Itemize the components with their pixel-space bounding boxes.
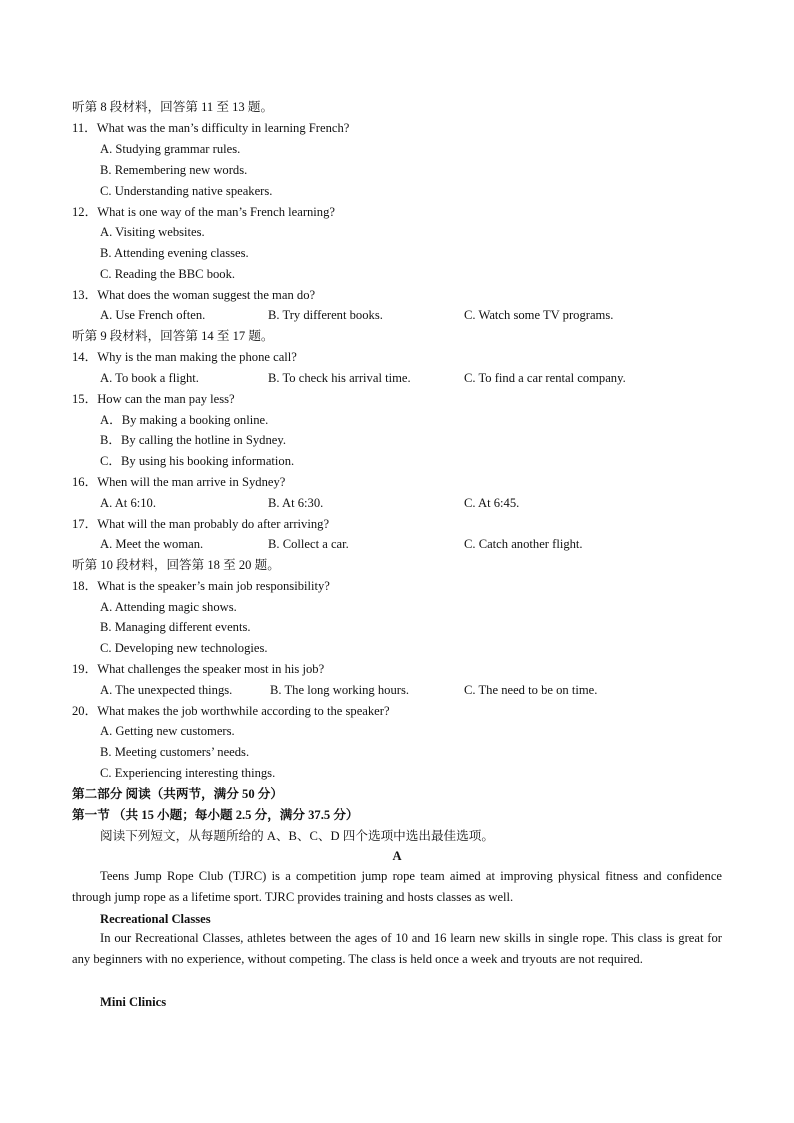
option-15c: C．By using his booking information. [100, 454, 295, 468]
option-13c: C. Watch some TV programs. [464, 308, 614, 322]
option-17a: A. Meet the woman. [100, 537, 204, 551]
option-18b: B. Managing different events. [100, 620, 251, 634]
option-11a: A. Studying grammar rules. [100, 142, 241, 156]
question-12: 12．What is one way of the man’s French learning? [72, 205, 335, 219]
question-19: 19．What challenges the speaker most in his job? [72, 662, 325, 676]
option-16c: C. At 6:45. [464, 496, 520, 510]
option-13b: B. Try different books. [268, 308, 383, 322]
question-13: 13．What does the woman suggest the man do? [72, 288, 316, 302]
option-15a: A．By making a booking online. [100, 413, 269, 427]
question-14: 14．Why is the man making the phone call? [72, 350, 297, 364]
option-19b: B. The long working hours. [270, 683, 409, 697]
section-10-header: 听第 10 段材料，回答第 18 至 20 题。 [72, 558, 280, 572]
recreational-classes-paragraph: In our Recreational Classes, athletes between the ages of 10 and 16 learn new skills in single rope. This class is great for any beginners with no experience, without competing. The class is held once a week and tryouts are not required. [72, 931, 722, 966]
option-12c: C. Reading the BBC book. [100, 267, 236, 281]
question-20: 20．What makes the job worthwhile according to the speaker? [72, 704, 390, 718]
option-20b: B. Meeting customers’ needs. [100, 745, 250, 759]
option-20c: C. Experiencing interesting things. [100, 766, 276, 780]
option-12b: B. Attending evening classes. [100, 246, 249, 260]
section-1-title: 第一节 （共 15 小题；每小题 2.5 分，满分 37.5 分） [72, 808, 359, 822]
passage-letter: A [392, 849, 402, 863]
option-11b: B. Remembering new words. [100, 163, 248, 177]
option-11c: C. Understanding native speakers. [100, 184, 273, 198]
question-18: 18．What is the speaker’s main job responsibility? [72, 579, 330, 593]
part-2-title: 第二部分 阅读（共两节，满分 50 分） [72, 787, 283, 801]
recreational-classes-heading: Recreational Classes [100, 912, 211, 926]
question-11: 11．What was the man’s difficulty in learning French? [72, 121, 350, 135]
mini-clinics-heading: Mini Clinics [100, 995, 167, 1009]
option-19c: C. The need to be on time. [464, 683, 598, 697]
option-16a: A. At 6:10. [100, 496, 156, 510]
question-16: 16．When will the man arrive in Sydney? [72, 475, 286, 489]
option-16b: B. At 6:30. [268, 496, 324, 510]
question-17: 17．What will the man probably do after arriving? [72, 517, 330, 531]
section-9-header: 听第 9 段材料，回答第 14 至 17 题。 [72, 329, 274, 343]
question-15: 15．How can the man pay less? [72, 392, 235, 406]
section-8-header: 听第 8 段材料，回答第 11 至 13 题。 [72, 100, 274, 114]
option-14c: C. To find a car rental company. [464, 371, 626, 385]
option-14b: B. To check his arrival time. [268, 371, 411, 385]
option-15b: B．By calling the hotline in Sydney. [100, 433, 286, 447]
option-19a: A. The unexpected things. [100, 683, 233, 697]
option-20a: A. Getting new customers. [100, 724, 235, 738]
intro-paragraph: Teens Jump Rope Club (TJRC) is a competition jump rope team aimed at improving physical fitness and confidence through jump rope as a lifetime sport. TJRC provides training and hosts classes as well. [72, 869, 722, 904]
option-17c: C. Catch another flight. [464, 537, 583, 551]
option-18a: A. Attending magic shows. [100, 600, 237, 614]
option-14a: A. To book a flight. [100, 371, 199, 385]
reading-instruction: 阅读下列短文，从每题所给的 A、B、C、D 四个选项中选出最佳选项。 [100, 829, 494, 843]
option-12a: A. Visiting websites. [100, 225, 205, 239]
option-17b: B. Collect a car. [268, 537, 349, 551]
option-13a: A. Use French often. [100, 308, 206, 322]
option-18c: C. Developing new technologies. [100, 641, 268, 655]
